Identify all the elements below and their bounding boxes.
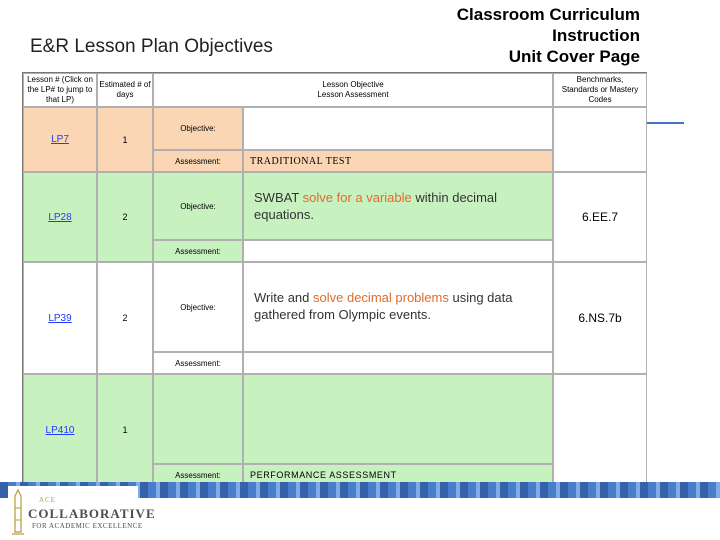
objective-label-lp7: Objective: xyxy=(180,124,216,133)
objective-label-cell-lp28 xyxy=(153,172,243,240)
benchmark-value-lp39: 6.NS.7b xyxy=(578,311,622,325)
lesson-link-lp39[interactable]: LP39 xyxy=(48,312,72,324)
objective-cell-lp7[interactable] xyxy=(243,107,553,150)
objective-label-lp39: Objective: xyxy=(180,302,216,312)
lesson-link-lp7[interactable]: LP7 xyxy=(51,134,69,145)
header-days xyxy=(97,73,153,107)
page-title: E&R Lesson Plan Objectives xyxy=(30,36,273,57)
lesson-cell-lp7 xyxy=(23,107,97,172)
lesson-cell-lp39 xyxy=(23,262,97,374)
days-value-lp7: 1 xyxy=(122,134,128,145)
benchmark-cell-lp28[interactable] xyxy=(553,172,647,262)
objective-label-cell-lp7 xyxy=(153,107,243,150)
lighthouse-icon xyxy=(8,488,28,538)
assessment-label-cell-lp39 xyxy=(153,352,243,374)
lesson-cell-lp28 xyxy=(23,172,97,262)
benchmark-cell-lp39[interactable] xyxy=(553,262,647,374)
days-cell-lp410 xyxy=(97,374,153,486)
lesson-cell-lp410 xyxy=(23,374,97,486)
header-lesson xyxy=(23,73,97,107)
objective-label-cell-lp410 xyxy=(153,374,243,464)
assessment-label-lp28: Assessment: xyxy=(175,246,221,256)
lesson-link-lp410[interactable]: LP410 xyxy=(45,424,75,436)
objective-text-lp39-highlight: solve decimal problems xyxy=(313,290,449,305)
lesson-link-lp28[interactable]: LP28 xyxy=(48,211,72,223)
benchmark-value-lp28: 6.EE.7 xyxy=(581,210,619,224)
assessment-value-lp7: TRADITIONAL TEST xyxy=(250,155,352,167)
lesson-plan-table xyxy=(22,72,647,486)
objective-cell-lp28[interactable] xyxy=(243,172,553,240)
header-benchmarks xyxy=(553,73,647,107)
header-objective xyxy=(153,73,553,107)
days-cell-lp7 xyxy=(97,107,153,172)
header-benchmarks-label: Benchmarks, Standards or Mastery Codes xyxy=(561,75,639,104)
objective-text-lp28 xyxy=(254,189,534,223)
benchmark-cell-lp7[interactable] xyxy=(553,107,647,172)
header-lesson-label: Lesson # (Click on the LP# to jump to that LP) xyxy=(27,75,93,104)
logo-sub-text: FOR ACADEMIC EXCELLENCE xyxy=(32,522,143,530)
assessment-label-lp39: Assessment: xyxy=(175,358,221,368)
header-objective-label: Lesson Objective Lesson Assessment xyxy=(317,80,389,99)
assessment-label-cell-lp28 xyxy=(153,240,243,262)
header-days-label: Estimated # of days xyxy=(99,80,151,99)
ace-collaborative-logo xyxy=(8,486,156,540)
cover-title-line-2: Instruction xyxy=(552,26,640,45)
cover-title-line-1: Classroom Curriculum xyxy=(456,5,640,24)
assessment-label-lp410: Assessment: xyxy=(175,470,221,480)
days-value-lp39: 2 xyxy=(122,313,128,323)
assessment-cell-lp28[interactable] xyxy=(243,240,553,262)
assessment-cell-lp39[interactable] xyxy=(243,352,553,374)
objective-text-lp39-part-3: using data gathered from Olympic events. xyxy=(254,290,513,322)
days-cell-lp28 xyxy=(97,172,153,262)
days-value-lp410: 1 xyxy=(122,425,128,435)
objective-cell-lp410[interactable] xyxy=(243,374,553,464)
logo-top-text: ACE xyxy=(39,496,56,504)
assessment-cell-lp7[interactable] xyxy=(243,150,553,172)
objective-text-lp28-highlight: solve for a variable xyxy=(302,190,412,205)
objective-text-lp28-part-1: SWBAT xyxy=(254,190,303,205)
days-value-lp28: 2 xyxy=(122,212,128,222)
objective-label-cell-lp39 xyxy=(153,262,243,352)
cover-page-title xyxy=(457,4,640,67)
benchmark-cell-lp410[interactable] xyxy=(553,374,647,486)
assessment-value-lp410: PERFORMANCE ASSESSMENT xyxy=(250,470,397,480)
logo-main-text: COLLABORATIVE xyxy=(28,506,156,521)
objective-text-lp39 xyxy=(254,289,544,323)
days-cell-lp39 xyxy=(97,262,153,374)
cover-title-line-3: Unit Cover Page xyxy=(508,47,640,66)
objective-text-lp28-part-3: within decimal equations. xyxy=(254,190,498,222)
assessment-label-cell-lp7 xyxy=(153,150,243,172)
objective-cell-lp39[interactable] xyxy=(243,262,553,352)
objective-text-lp39-part-1: Write and xyxy=(254,290,314,305)
objective-label-lp28: Objective: xyxy=(180,201,216,211)
assessment-label-lp7: Assessment: xyxy=(175,156,221,166)
